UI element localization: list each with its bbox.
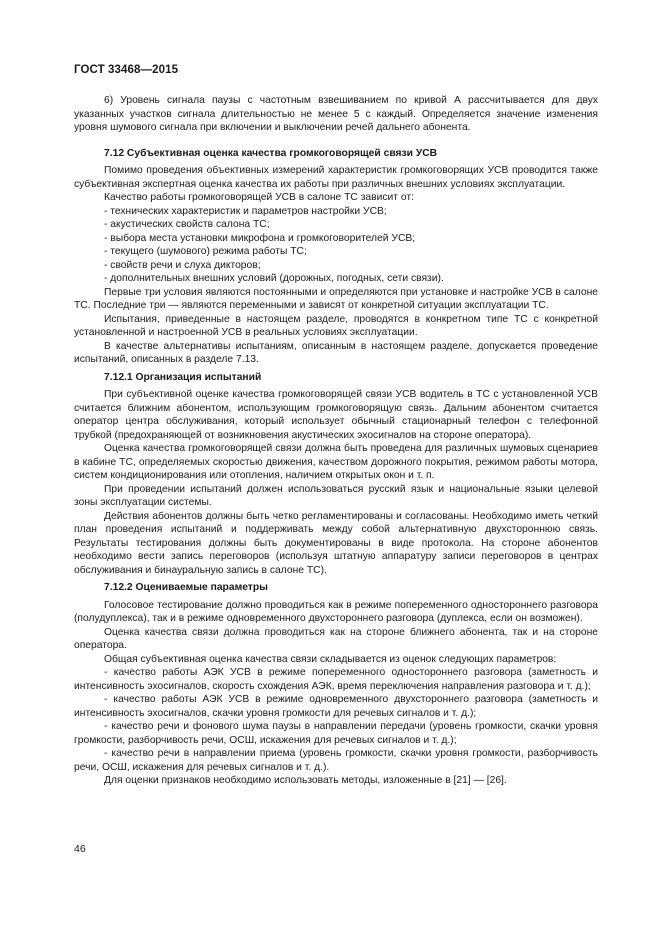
paragraph: Голосовое тестирование должно проводиться как в режиме попеременного одностороннего разговора (полудуплекса), так и в режиме одновременного двухстороннего разговора (дуплекса, если он возможен). xyxy=(74,599,598,624)
paragraph: При проведении испытаний должен использоваться русский язык и национальные языки целевой зоны эксплуатации системы. xyxy=(74,483,598,508)
section-heading-7-12-2: 7.12.2 Оцениваемые параметры xyxy=(104,582,268,593)
list-item: - технических характеристик и параметров настройки УСВ; xyxy=(104,205,387,217)
list-item: - выбора места установки микрофона и громкоговорителей УСВ; xyxy=(104,232,416,244)
paragraph: Оценка качества громкоговорящей связи должна быть проведена для различных шумовых сценариев в кабине ТС, определяемых скоростью движения, качеством дорожного покрытия, режимом работы мотора, систем кондиционирования или отопления, наличием открытых окон и т. п. xyxy=(74,443,598,481)
list-item: - текущего (шумового) режима работы ТС; xyxy=(104,246,307,257)
paragraph: Первые три условия являются постоянными и определяются при установке и настройке УСВ в салоне ТС. Последние три — являются переменными и зависят от конкретной ситуации эксплуатации ТС. xyxy=(74,286,598,311)
paragraph: При субъективной оценке качества громкоговорящей связи УСВ водитель в ТС с установленной УСВ считается ближним абонентом, использующим громкоговорящую связь. Дальним абонентом считается оператор центра обслуживания, который использует обычный стационарный телефон с телефонной трубкой (предохраняющей от возникновения акустических эхосигналов на стороне оператора). xyxy=(74,389,598,441)
list-item: - качество работы АЭК УСВ в режиме попеременного одностороннего разговора (заметность и интенсивность эхосигналов, скорость схождения АЭК, время переключения направления разговора и т. д.); xyxy=(74,667,598,692)
paragraph: Общая субъективная оценка качества связи складывается из оценок следующих параметров: xyxy=(104,653,557,665)
paragraph: Испытания, приведенные в настоящем разделе, проводятся в конкретном типе ТС с конкретной установленной и настроенной УСВ в реальных условиях эксплуатации. xyxy=(74,313,598,338)
paragraph: Оценка качества связи должна проводиться как на стороне ближнего абонента, так и на стороне оператора. xyxy=(74,626,598,651)
list-item: - дополнительных внешних условий (дорожных, погодных, сети связи). xyxy=(104,273,444,284)
paragraph: Для оценки признаков необходимо использовать методы, изложенные в [21] — [26]. xyxy=(104,775,507,786)
page-number: 46 xyxy=(74,843,86,855)
paragraph-item-6: 6) Уровень сигнала паузы с частотным взвешиванием по кривой А рассчитывается для двух указанных участков сигнала длительностью не менее 5 с каждый. Определяется значение изменения уровня шумового сигнала при включении и выключении речей дальнего абонента. xyxy=(74,95,598,133)
paragraph: Качество работы громкоговорящей УСВ в салоне ТС зависит от: xyxy=(104,192,414,203)
paragraph: Действия абонентов должны быть четко регламентированы и согласованы. Необходимо иметь четкий план проведения испытаний и поддерживать между собой альтернативную двухстороннюю связь. Результаты тестирования должны быть документированы в виде протокола. На стороне абонентов необходимо вести запись переговоров (используя штатную аппаратуру записи переговоров в центрах обслуживания и бинауральную запись в салоне ТС). xyxy=(74,510,598,576)
list-item: - качество речи и фонового шума паузы в направлении передачи (уровень громкости, скачки уровня громкости, разборчивость речи, ОСШ, искажения для речевых сигналов и т. д.); xyxy=(74,721,598,746)
document-body xyxy=(74,94,598,788)
running-header: ГОСТ 33468—2015 xyxy=(74,64,179,76)
paragraph: В качестве альтернативы испытаниям, описанным в настоящем разделе, допускается проведение испытаний, описанных в разделе 7.13. xyxy=(74,340,598,365)
section-heading-7-12-1: 7.12.1 Организация испытаний xyxy=(104,371,262,383)
list-item: - свойств речи и слуха дикторов; xyxy=(104,259,261,271)
list-item: - акустических свойств салона ТС; xyxy=(104,219,270,230)
list-item: - качество работы АЭК УСВ в режиме одновременного двухстороннего разговора (заметность и интенсивность эхосигналов, скачки уровня громкости для речевых сигналов и т. д.); xyxy=(74,694,598,719)
list-item: - качество речи в направлении приема (уровень громкости, скачки уровня громкости, разборчивость речи, ОСШ, искажения для речевых сигналов и т. д.). xyxy=(74,748,598,773)
paragraph: Помимо проведения объективных измерений характеристик громкоговорящих УСВ проводится также субъективная экспертная оценка качества их работы при различных внешних условиях эксплуатации. xyxy=(74,165,598,190)
section-heading-7-12: 7.12 Субъективная оценка качества громкоговорящей связи УСВ xyxy=(104,147,438,159)
